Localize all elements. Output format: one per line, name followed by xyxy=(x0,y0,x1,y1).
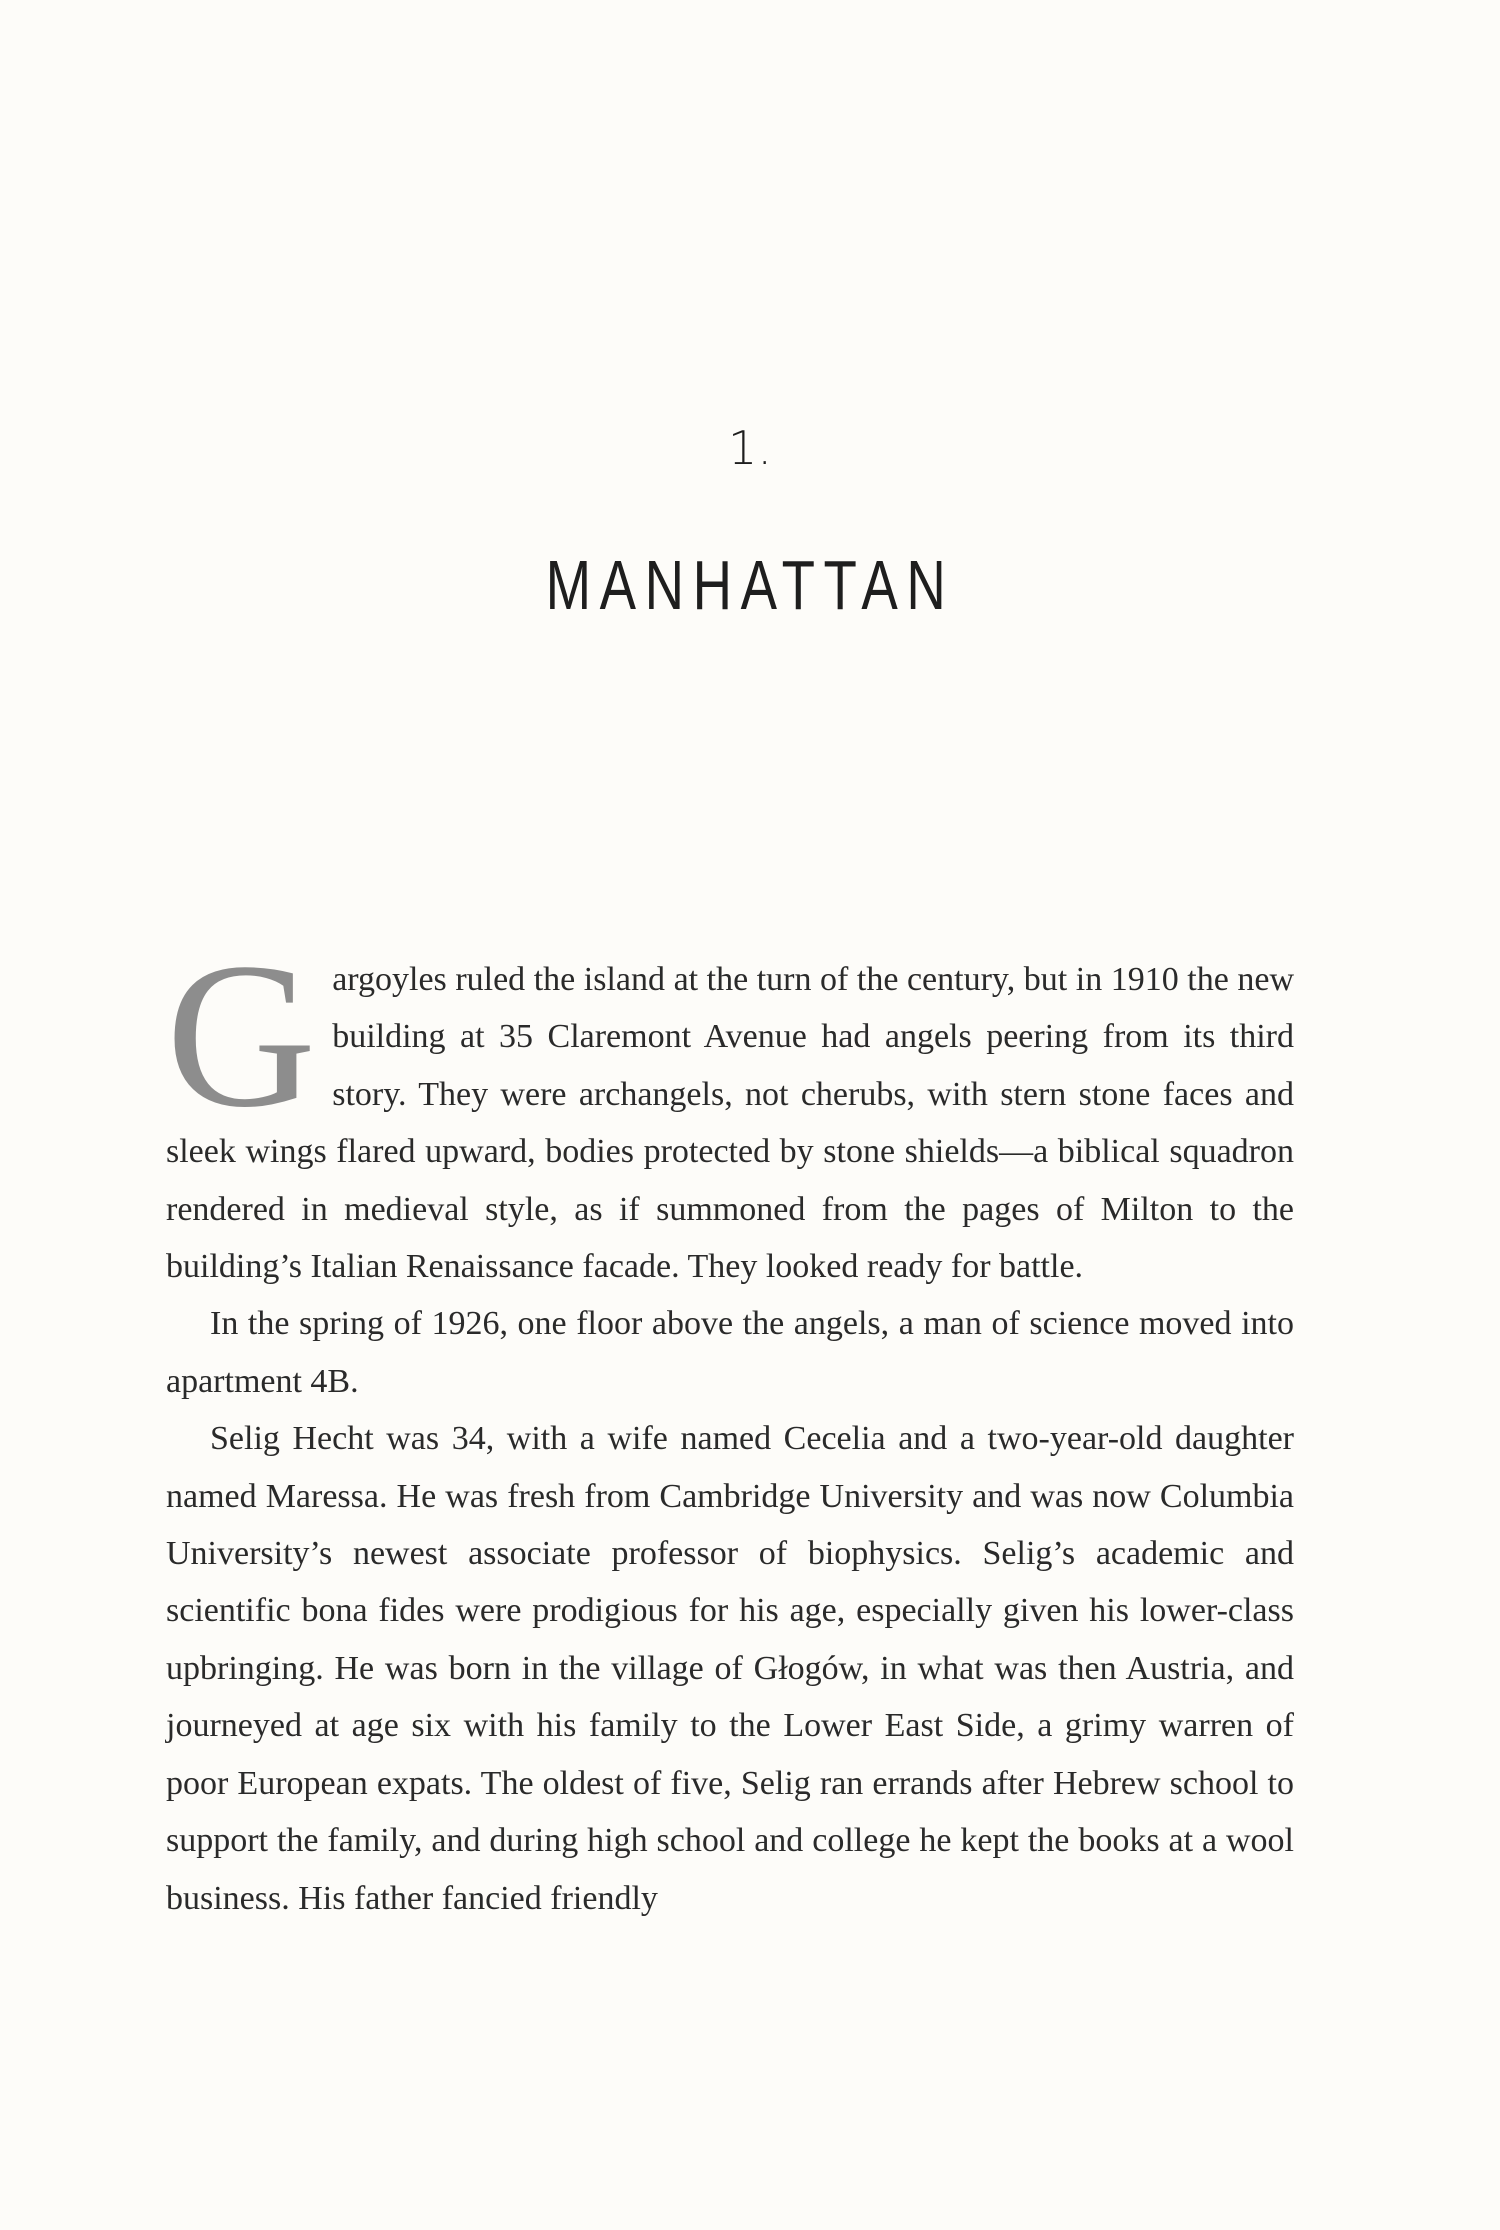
paragraph-1 xyxy=(166,920,1294,1295)
chapter-title: MANHATTAN xyxy=(545,546,955,624)
paragraph-3: Selig Hecht was 34, with a wife named Cecelia and a two-year-old daughter named Maressa. He was fresh from Cambridge University and was now Columbia University’s newest associate professor of biophysics. Selig’s academic and scientific bona fides were prodigious for his age, especially given his lower-class upbringing. He was born in the village of Głogów, in what was then Austria, and journeyed at age six with his family to the Lower East Side, a grimy warren of poor European expats. The oldest of five, Selig ran errands after Hebrew school to support the family, and during high school and college he kept the books at a wool business. His father fancied friendly xyxy=(166,1420,1294,1917)
paragraph-1-text: argoyles ruled the island at the turn of the century, but in 1910 the new building at 35 Claremont Avenue had angels peering from its third story. They were archangels, not cherubs, with stern stone faces and sleek wings flared upward, bodies protected by stone shields—a biblical squadron rendered in medieval style, as if summoned from the pages of Milton to the building’s Italian Renaissance facade. They looked ready for battle. xyxy=(166,961,1294,1286)
body-text xyxy=(166,920,1294,1927)
paragraph-2: In the spring of 1926, one floor above the angels, a man of science moved into apartment 4B. xyxy=(166,1305,1294,1400)
chapter-number: 1. xyxy=(728,421,772,475)
drop-cap-letter: G xyxy=(166,920,317,1150)
